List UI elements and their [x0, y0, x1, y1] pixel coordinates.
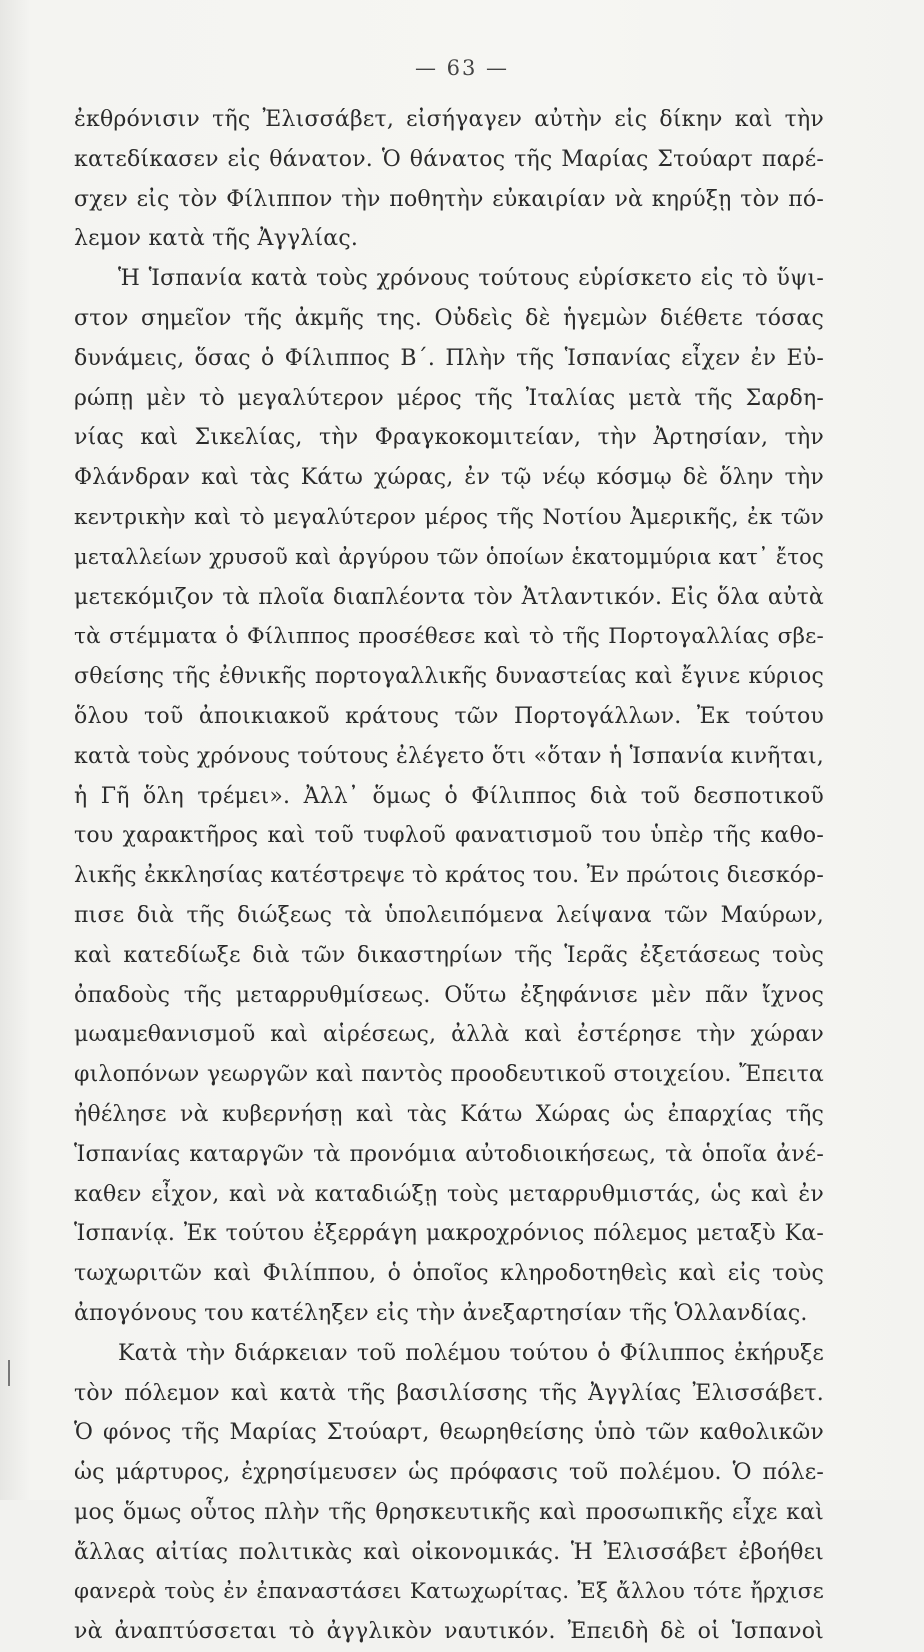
page-number: — 63 — [414, 56, 510, 80]
text-line: φιλοπόνων γεωργῶν καὶ παντὸς προοδευτικοῦ στοιχείου. Ἔπειτα [74, 1062, 824, 1088]
text-line: ἐκθρόνισιν τῆς Ἐλισσάβετ, εἰσήγαγεν αὐτὴν εἰς δίκην καὶ τὴν [74, 107, 824, 132]
text-line: κατεδίκασεν εἰς θάνατον. Ὁ θάνατος τῆς Μαρίας Στούαρτ παρέ- [74, 146, 824, 172]
text-line: νὰ ἀναπτύσσεται τὸ ἀγγλικὸν ναυτικόν. Ἐπειδὴ δὲ οἱ Ἱσπανοὶ [74, 1619, 824, 1645]
text-line: ὀπαδοὺς τῆς μεταρρυθμίσεως. Οὕτω ἐξηφάνισε μὲν πᾶν ἴχνος [74, 982, 824, 1008]
text-line: Ὁ φόνος τῆς Μαρίας Στούαρτ, θεωρηθείσης ὑπὸ τῶν καθολικῶν [74, 1420, 824, 1446]
text-line: τὸν πόλεμον καὶ κατὰ τῆς βασιλίσσης τῆς Ἀγγλίας Ἐλισσάβετ. [74, 1380, 824, 1406]
text-line: λεμον κατὰ τῆς Ἀγγλίας. [74, 226, 359, 252]
text-line: φανερὰ τοὺς ἐν ἐπαναστάσει Κατωχωρίτας. Ἐξ ἄλλου τότε ἤρχισε [74, 1579, 824, 1605]
page-edge-mark [8, 1360, 10, 1386]
text-line: ὅλου τοῦ ἀποικιακοῦ κράτους τῶν Πορτογάλλων. Ἐκ τούτου [74, 703, 824, 729]
text-line: καθεν εἶχον, καὶ νὰ καταδιώξῃ τοὺς μεταρρυθμιστάς, ὡς καὶ ἐν [74, 1181, 824, 1207]
text-line: τὰ στέμματα ὁ Φίλιππος προσέθεσε καὶ τὸ τῆς Πορτογαλλίας σβε- [74, 624, 824, 650]
text-line: του χαρακτῆρος καὶ τοῦ τυφλοῦ φανατισμοῦ του ὑπὲρ τῆς καθο- [74, 823, 824, 849]
text-line: σχεν εἰς τὸν Φίλιππον τὴν ποθητὴν εὐκαιρίαν νὰ κηρύξῃ τὸν πό- [74, 186, 824, 212]
text-line: ἀπογόνους του κατέληξεν εἰς τὴν ἀνεξαρτησίαν τῆς Ὁλλανδίας. [74, 1300, 808, 1326]
text-line: κατὰ τοὺς χρόνους τούτους ἐλέγετο ὅτι «ὅταν ἡ Ἱσπανία κινῆται, [74, 743, 824, 769]
text-line: νίας καὶ Σικελίας, τὴν Φραγκοκομιτείαν, τὴν Ἀρτησίαν, τὴν [74, 425, 824, 451]
text-line: στον σημεῖον τῆς ἀκμῆς της. Οὐδεὶς δὲ ἡγεμὼν διέθετε τόσας [74, 305, 824, 331]
text-line: πισε διὰ τῆς διώξεως τὰ ὑπολειπόμενα λείψανα τῶν Μαύρων, [74, 902, 824, 928]
text-line: δυνάμεις, ὅσας ὁ Φίλιππος Β΄. Πλὴν τῆς Ἱσπανίας εἶχεν ἐν Εὐ- [74, 345, 824, 371]
text-line: ἡ Γῆ ὅλη τρέμει». Ἀλλ᾿ ὅμως ὁ Φίλιππος διὰ τοῦ δεσποτικοῦ [74, 783, 824, 809]
text-line: Ἱσπανίας καταργῶν τὰ προνόμια αὐτοδιοικήσεως, τὰ ὁποῖα ἀνέ- [74, 1141, 824, 1167]
text-line: μωαμεθανισμοῦ καὶ αἱρέσεως, ἀλλὰ καὶ ἐστέρησε τὴν χώραν [74, 1022, 824, 1048]
text-line: Ἱσπανίᾳ. Ἐκ τούτου ἐξερράγη μακροχρόνιος πόλεμος μεταξὺ Κα- [74, 1221, 824, 1247]
text-line: ἠθέλησε νὰ κυβερνήσῃ καὶ τὰς Κάτω Χώρας ὡς ἐπαρχίας τῆς [74, 1101, 824, 1127]
text-line: μεταλλείων χρυσοῦ καὶ ἀργύρου τῶν ὁποίων ἑκατομμύρια κατ᾿ ἔτος [74, 544, 824, 569]
text-line: σθείσης τῆς ἐθνικῆς πορτογαλλικῆς δυναστείας καὶ ἔγινε κύριος [74, 664, 824, 690]
text-line: λικῆς ἐκκλησίας κατέστρεψε τὸ κράτος του. Ἐν πρώτοις διεσκόρ- [74, 863, 824, 889]
text-line: ρώπῃ μὲν τὸ μεγαλύτερον μέρος τῆς Ἰταλίας μετὰ τῆς Σαρδη- [74, 385, 824, 411]
text-line: μετεκόμιζον τὰ πλοῖα διαπλέοντα τὸν Ἀτλαντικόν. Εἰς ὅλα αὐτὰ [74, 584, 824, 610]
text-line: τωχωριτῶν καὶ Φιλίππου, ὁ ὁποῖος κληροδοτηθεὶς καὶ εἰς τοὺς [74, 1261, 824, 1287]
text-line: ὡς μάρτυρος, ἐχρησίμευσεν ὡς πρόφασις τοῦ πολέμου. Ὁ πόλε- [74, 1460, 824, 1486]
text-line: ἄλλας αἰτίας πολιτικὰς καὶ οἰκονομικάς. Ἡ Ἐλισσάβετ ἐβοήθει [74, 1539, 824, 1565]
text-line: κεντρικὴν καὶ τὸ μεγαλύτερον μέρος τῆς Νοτίου Ἀμερικῆς, ἐκ τῶν [74, 504, 824, 530]
text-line: Κατὰ τὴν διάρκειαν τοῦ πολέμου τούτου ὁ Φίλιππος ἐκήρυξε [118, 1340, 824, 1366]
text-line: Ἡ Ἱσπανία κατὰ τοὺς χρόνους τούτους εὑρίσκετο εἰς τὸ ὕψι- [118, 266, 824, 292]
text-line: μος ὅμως οὗτος πλὴν τῆς θρησκευτικῆς καὶ προσωπικῆς εἶχε καὶ [74, 1499, 824, 1525]
body-text [74, 100, 824, 1652]
text-line: καὶ κατεδίωξε διὰ τῶν δικαστηρίων τῆς Ἱερᾶς ἐξετάσεως τοὺς [74, 942, 824, 968]
text-line: Φλάνδραν καὶ τὰς Κάτω χώρας, ἐν τῷ νέῳ κόσμῳ δὲ ὅλην τὴν [74, 465, 824, 491]
